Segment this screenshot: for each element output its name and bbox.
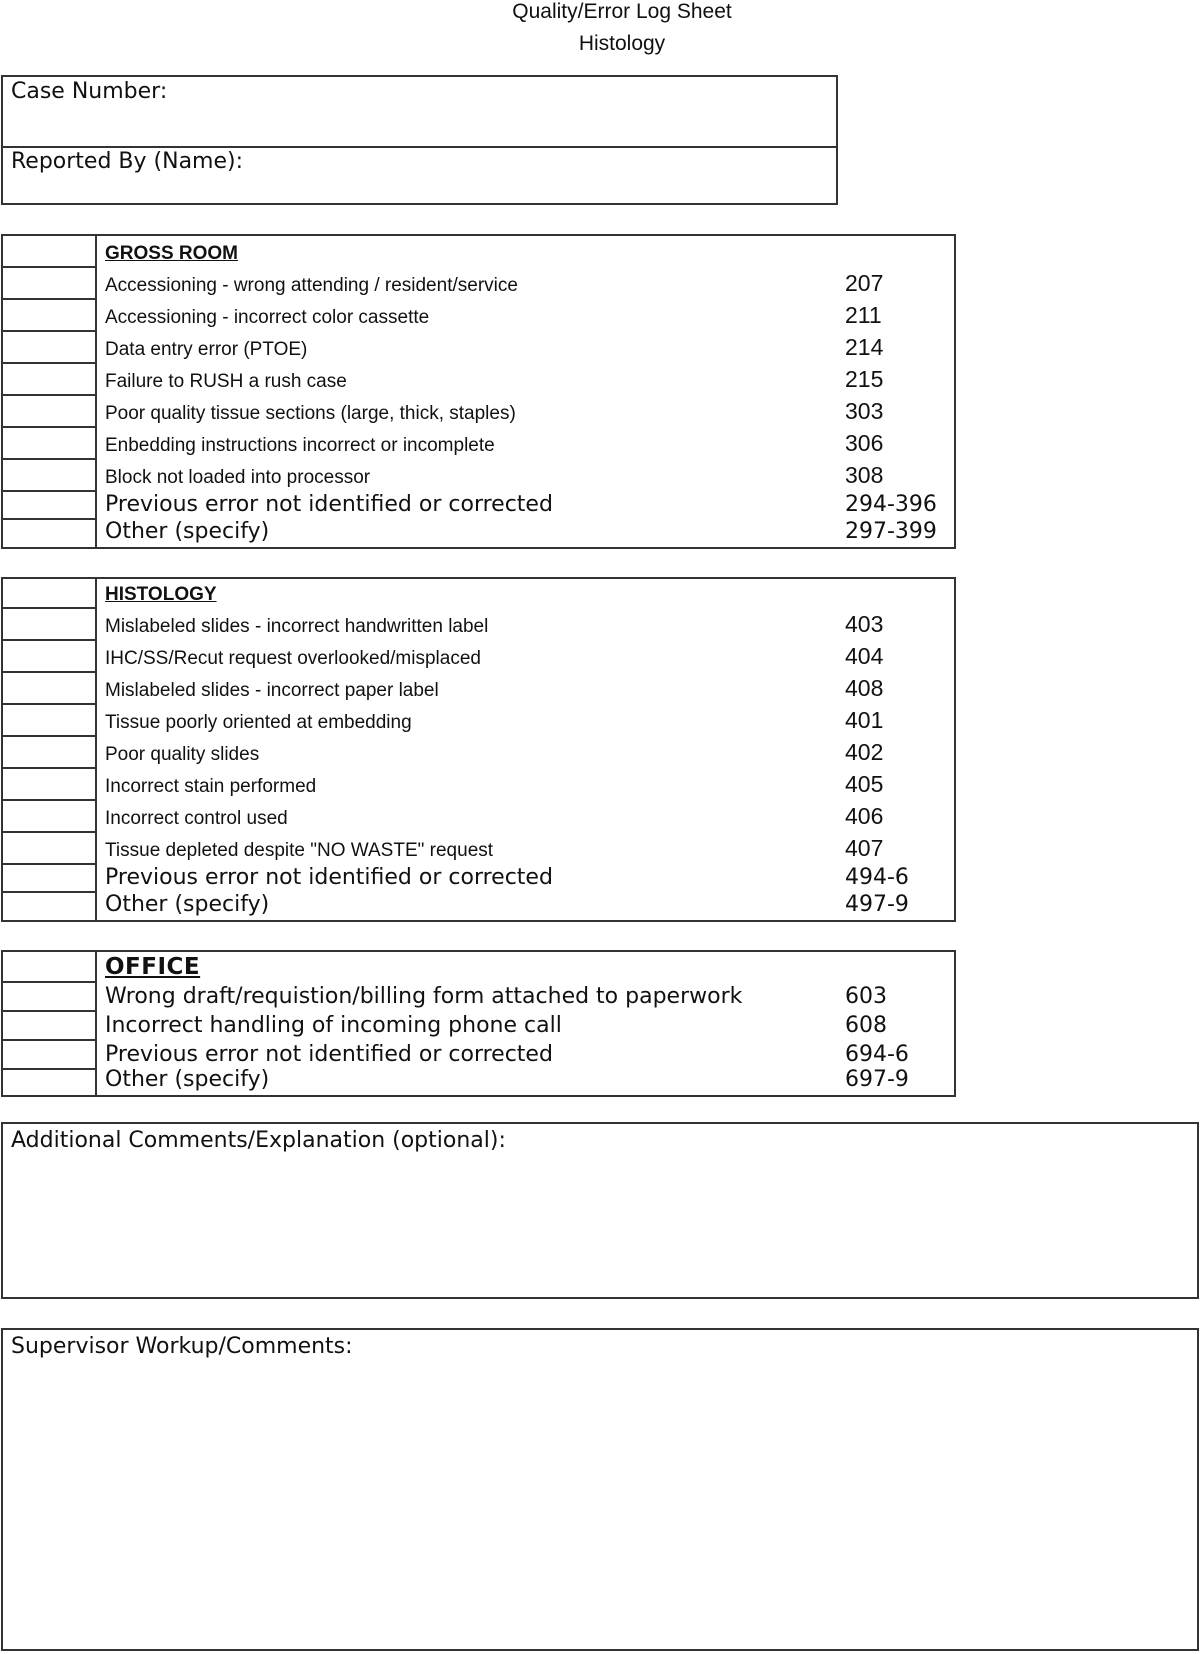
checkbox-cell[interactable] [3, 520, 97, 547]
table-row [3, 428, 954, 460]
gross-room-title: GROSS ROOM [105, 243, 239, 264]
checkbox-cell[interactable] [3, 396, 97, 428]
error-code: 297-399 [845, 519, 937, 544]
error-description: Tissue depleted despite "NO WASTE" request [105, 840, 494, 861]
table-row [3, 801, 954, 833]
table-row [3, 300, 954, 332]
error-code: 402 [845, 739, 884, 765]
checkbox-cell[interactable] [3, 1012, 97, 1041]
checkbox-cell[interactable] [3, 705, 97, 737]
error-code: 497-9 [845, 892, 909, 917]
supervisor-comments-label: Supervisor Workup/Comments: [11, 1334, 353, 1359]
error-description: Other (specify) [105, 519, 270, 544]
checkbox-cell[interactable] [3, 801, 97, 833]
error-code: 211 [845, 302, 882, 328]
office-title: OFFICE [105, 954, 201, 980]
checkbox-cell[interactable] [3, 364, 97, 396]
reported-by-field[interactable]: Reported By (Name): [11, 149, 244, 174]
error-code: 308 [845, 462, 884, 488]
table-row [3, 396, 954, 428]
table-row [3, 364, 954, 396]
gross-room-section [1, 234, 956, 549]
supervisor-comments-box[interactable] [1, 1328, 1199, 1651]
error-code: 403 [845, 611, 884, 637]
checkbox-cell[interactable] [3, 865, 97, 893]
divider [3, 146, 836, 148]
header-spacer-cell [3, 952, 97, 983]
case-number-field[interactable]: Case Number: [11, 79, 168, 104]
error-description: Other (specify) [105, 892, 270, 917]
checkbox-cell[interactable] [3, 737, 97, 769]
table-row [3, 893, 954, 920]
error-description: Mislabeled slides - incorrect paper label [105, 680, 439, 701]
additional-comments-box[interactable] [1, 1122, 1199, 1299]
checkbox-cell[interactable] [3, 300, 97, 332]
checkbox-cell[interactable] [3, 673, 97, 705]
checkbox-cell[interactable] [3, 1070, 97, 1095]
header-spacer-cell [3, 236, 97, 268]
error-code: 603 [845, 984, 887, 1009]
error-description: Previous error not identified or corrected [105, 492, 553, 517]
table-row [3, 1012, 954, 1041]
table-row [3, 1041, 954, 1070]
error-description: Incorrect stain performed [105, 776, 317, 797]
error-code: 306 [845, 430, 884, 456]
checkbox-cell[interactable] [3, 893, 97, 920]
error-description: Mislabeled slides - incorrect handwritten label [105, 616, 489, 637]
table-row [3, 769, 954, 801]
table-row [3, 1067, 954, 1095]
error-description: Other (specify) [105, 1067, 270, 1092]
header-spacer-cell [3, 579, 97, 609]
error-code: 405 [845, 771, 884, 797]
table-row [3, 460, 954, 492]
error-description: Enbedding instructions incorrect or incomplete [105, 435, 495, 456]
error-description: Wrong draft/requistion/billing form attached to paperwork [105, 984, 743, 1009]
error-description: Failure to RUSH a rush case [105, 371, 347, 392]
error-code: 406 [845, 803, 884, 829]
page-subtitle: Histology [578, 32, 666, 55]
table-row [3, 865, 954, 893]
error-description: IHC/SS/Recut request overlooked/misplaced [105, 648, 481, 669]
table-row [3, 332, 954, 364]
error-description: Previous error not identified or corrected [105, 865, 553, 890]
checkbox-cell[interactable] [3, 609, 97, 641]
error-code: 294-396 [845, 492, 937, 517]
table-row [3, 983, 954, 1012]
histology-section [1, 577, 956, 922]
office-section [1, 950, 956, 1097]
error-code: 407 [845, 835, 884, 861]
section-header [3, 236, 954, 268]
table-row [3, 737, 954, 769]
error-description: Tissue poorly oriented at embedding [105, 712, 412, 733]
section-header [3, 952, 954, 983]
error-code: 401 [845, 707, 884, 733]
checkbox-cell[interactable] [3, 492, 97, 520]
section-header [3, 579, 954, 609]
checkbox-cell[interactable] [3, 428, 97, 460]
table-row [3, 673, 954, 705]
error-code: 694-6 [845, 1042, 909, 1067]
checkbox-cell[interactable] [3, 833, 97, 865]
error-code: 303 [845, 398, 884, 424]
table-row [3, 268, 954, 300]
table-row [3, 609, 954, 641]
error-code: 697-9 [845, 1067, 909, 1092]
error-code: 215 [845, 366, 884, 392]
checkbox-cell[interactable] [3, 769, 97, 801]
error-description: Block not loaded into processor [105, 467, 371, 488]
error-description: Incorrect control used [105, 808, 288, 829]
error-description: Data entry error (PTOE) [105, 339, 308, 360]
checkbox-cell[interactable] [3, 983, 97, 1012]
checkbox-cell[interactable] [3, 332, 97, 364]
checkbox-cell[interactable] [3, 460, 97, 492]
table-row [3, 833, 954, 865]
table-row [3, 705, 954, 737]
error-description: Accessioning - incorrect color cassette [105, 307, 430, 328]
page-title: Quality/Error Log Sheet [512, 0, 732, 23]
error-description: Previous error not identified or corrected [105, 1042, 553, 1067]
error-code: 214 [845, 334, 884, 360]
error-code: 408 [845, 675, 884, 701]
error-description: Accessioning - wrong attending / resident/service [105, 275, 518, 296]
additional-comments-label: Additional Comments/Explanation (optional): [11, 1128, 506, 1153]
case-info-box [1, 75, 838, 205]
table-row [3, 492, 954, 520]
error-description: Incorrect handling of incoming phone call [105, 1013, 562, 1038]
checkbox-cell[interactable] [3, 641, 97, 673]
error-code: 207 [845, 270, 884, 296]
error-description: Poor quality slides [105, 744, 260, 765]
histology-title: HISTOLOGY [105, 584, 217, 605]
error-code: 608 [845, 1013, 887, 1038]
checkbox-cell[interactable] [3, 268, 97, 300]
error-code: 494-6 [845, 865, 909, 890]
checkbox-cell[interactable] [3, 1041, 97, 1070]
table-row [3, 641, 954, 673]
error-description: Poor quality tissue sections (large, thick, staples) [105, 403, 516, 424]
error-code: 404 [845, 643, 884, 669]
table-row [3, 520, 954, 547]
